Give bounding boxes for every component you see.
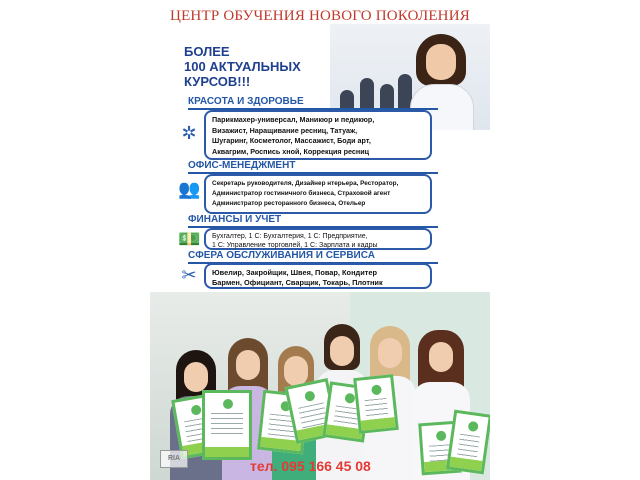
sewing-machine-icon: ✂ — [181, 265, 197, 285]
certificate — [202, 390, 252, 460]
section-box-office — [204, 174, 432, 214]
certificate — [353, 374, 399, 434]
spa-person-icon: ✲ — [181, 123, 197, 143]
section-title-beauty: КРАСОТА И ЗДОРОВЬЕ — [188, 96, 304, 107]
course-line: Ювелир, Закройщик, Швея, Повар, Кондитер — [212, 268, 378, 277]
course-line: Бармен, Официант, Сварщик, Токарь, Плотник — [212, 278, 383, 287]
headline-line: КУРСОВ!!! — [184, 74, 251, 89]
section-title-office: ОФИС-МЕНЕДЖМЕНТ — [188, 160, 296, 171]
course-line: Администратор гостиничного бизнеса, Страховой агент — [212, 190, 391, 198]
course-line: Парикмахер-универсал, Маникюр и педикюр, — [212, 115, 375, 124]
headline — [184, 44, 301, 89]
phone-number[interactable]: тел. 095 166 45 08 — [250, 458, 371, 474]
watermark-logo: RIA — [160, 450, 188, 468]
course-line: 1 С: Управление торговлей, 1 С: Зарплата и кадры — [212, 241, 378, 249]
course-line: Шугаринг, Косметолог, Массажист, Боди арт, — [212, 136, 371, 145]
section-box-beauty — [204, 110, 432, 160]
course-line: Визажист, Наращивание ресниц, Татуаж, — [212, 125, 358, 135]
money-icon: 💵 — [178, 229, 201, 249]
course-line: Администратор ресторанного бизнеса, Отельер — [212, 200, 366, 208]
team-icon: 👥 — [178, 179, 201, 199]
section-title-service: СФЕРА ОБСЛУЖИВАНИЯ И СЕРВИСА — [188, 250, 375, 261]
course-line: Секретарь руководителя, Дизайнер нтерьера, Ресторатор, — [212, 180, 399, 187]
headline-line: 100 АКТУАЛЬНЫХ — [184, 59, 301, 74]
course-line: Аквагрим, Роспись хной, Коррекция ресниц — [212, 146, 370, 156]
graduates-photo — [150, 292, 490, 480]
course-line: Бухгалтер, 1 С: Бухгалтерия, 1 С: Предприятие, — [212, 233, 368, 240]
headline-line: БОЛЕЕ — [184, 44, 230, 59]
poster-title: ЦЕНТР ОБУЧЕНИЯ НОВОГО ПОКОЛЕНИЯ — [170, 8, 470, 24]
section-box-service — [204, 263, 432, 289]
section-box-finance — [204, 228, 432, 250]
certificate — [446, 410, 490, 475]
section-title-finance: ФИНАНСЫ И УЧЕТ — [188, 214, 282, 225]
course-poster — [150, 0, 490, 480]
